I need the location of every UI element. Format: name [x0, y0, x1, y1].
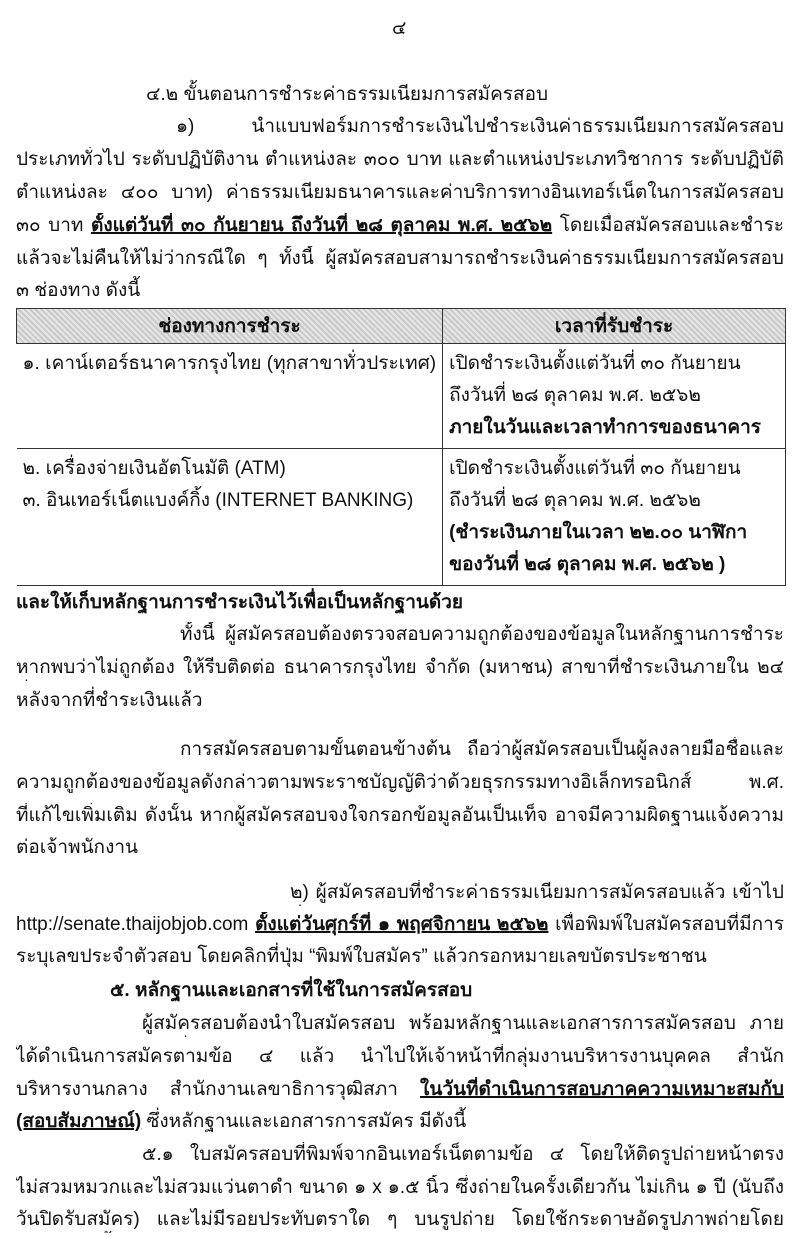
section-5-heading: ๕. หลักฐานและเอกสารที่ใช้ในการสมัครสอบ [110, 980, 473, 1001]
paragraph-line: ๒) ผู้สมัครสอบที่ชำระค่าธรรมเนียมการสมัครสอบแล้ว เข้าไป [290, 882, 784, 903]
channel-cell [17, 344, 443, 449]
submission-date: ในวันที่ดำเนินการสอบภาคความเหมาะสมกับ [420, 1079, 784, 1100]
time-text: ถึงวันที่ ๒๘ ตุลาคม พ.ศ. ๒๕๖๒ [449, 385, 701, 406]
paragraph-line: ประเภททั่วไป ระดับปฏิบัติงาน ตำแหน่งละ ๓๐๐ บาท และตำแหน่งประเภทวิชาการ ระดับปฏิบัติ [16, 149, 784, 170]
paragraph-line [16, 912, 784, 938]
paragraph-line: ทั้งนี้ ผู้สมัครสอบต้องตรวจสอบความถูกต้องของข้อมูลในหลักฐานการชำระ [180, 624, 784, 645]
paragraph-line [16, 213, 784, 239]
time-text: เปิดชำระเงินตั้งแต่วันที่ ๓๐ กันยายน [449, 353, 741, 374]
interview-note: (สอบสัมภาษณ์) [16, 1111, 142, 1132]
channel-cell [17, 449, 443, 586]
time-note: ของวันที่ ๒๘ ตุลาคม พ.ศ. ๒๕๖๒ ) [449, 554, 726, 575]
table-row [17, 344, 786, 449]
channel: ๓. อินเทอร์เน็ตแบงค์กิ้ง (INTERNET BANKING) [22, 490, 414, 511]
channel: ๒. เครื่องจ่ายเงินอัตโนมัติ (ATM) [22, 458, 286, 479]
paragraph-line: ๓ ช่องทาง ดังนี้ [16, 280, 141, 301]
paragraph-line: ๕.๑ ใบสมัครสอบที่พิมพ์จากอินเทอร์เน็ตตามข้อ ๔ โดยให้ติดรูปถ่ายหน้าตรง [142, 1144, 784, 1165]
text: บริหารงานกลาง สำนักงานเลขาธิการวุฒิสภา [16, 1079, 421, 1100]
paragraph-line: หลังจากที่ชำระเงินแล้ว [16, 690, 203, 711]
payment-channels-table [16, 308, 786, 586]
channel: ๑. เคาน์เตอร์ธนาคารกรุงไทย (ทุกสาขาทั่วประเทศ) [22, 353, 437, 374]
time-note: (ชำระเงินภายในเวลา ๒๒.๐๐ นาฬิกา [449, 522, 748, 543]
paragraph-line [16, 1077, 784, 1103]
paragraph-line: ความถูกต้องของข้อมูลดังกล่าวตามพระราชบัญญัติว่าด้วยธุรกรรมทางอิเล็กทรอนิกส์ พ.ศ. [16, 772, 784, 793]
time-cell [443, 344, 786, 449]
paragraph-line [16, 1109, 466, 1135]
paragraph-line: แล้วจะไม่คืนให้ไม่ว่ากรณีใด ๆ ทั้งนี้ ผู้สมัครสอบสามารถชำระเงินค่าธรรมเนียมการสมัครสอบ [16, 248, 784, 269]
time-note: ภายในวันและเวลาทำการของธนาคาร [449, 417, 761, 438]
text: เพื่อพิมพ์ใบสมัครสอบที่มีการ [548, 914, 784, 935]
table-row [17, 449, 786, 586]
paragraph-line: ระบุเลขประจำตัวสอบ โดยคลิกที่ปุ่ม “พิมพ์ใบสมัคร” แล้วกรอกหมายเลขบัตรประชาชน [16, 946, 707, 967]
keep-proof-note: และให้เก็บหลักฐานการชำระเงินไว้เพื่อเป็นหลักฐานด้วย [16, 592, 464, 613]
text: โดยเมื่อสมัครสอบและชำระ [559, 215, 784, 236]
time-text: ถึงวันที่ ๒๘ ตุลาคม พ.ศ. ๒๕๖๒ [449, 490, 701, 511]
paragraph-line: ๑) นำแบบฟอร์มการชำระเงินไปชำระเงินค่าธรรมเนียมการสมัครสอบ [176, 116, 784, 137]
website-link[interactable]: http://senate.thaijobjob.com [16, 914, 249, 935]
paragraph-line: ที่แก้ไขเพิ่มเติม ดังนั้น หากผู้สมัครสอบจงใจกรอกข้อมูลอันเป็นเท็จ อาจมีความผิดฐานแจ้งความ [16, 805, 784, 826]
text: ซึ่งหลักฐานและเอกสารการสมัคร มีดังนี้ [141, 1111, 467, 1132]
time-text: เปิดชำระเงินตั้งแต่วันที่ ๓๐ กันยายน [449, 458, 741, 479]
time-cell [443, 449, 786, 586]
paragraph-line: การสมัครสอบตามขั้นตอนข้างต้น ถือว่าผู้สมัครสอบเป็นผู้ลงลายมือชื่อและ [180, 739, 784, 760]
paragraph-line: ได้ดำเนินการสมัครตามข้อ ๔ แล้ว นำไปให้เจ้าหน้าที่กลุ่มงานบริหารงานบุคคล สำนัก [16, 1046, 784, 1067]
print-start-date: ตั้งแต่วันศุกร์ที่ ๑ พฤศจิกายน ๒๕๖๒ [255, 914, 549, 935]
paragraph-line: วันปิดรับสมัคร) และไม่มีรอยประทับตราใด ๆ บนรูปถ่าย โดยใช้กระดาษอัดรูปภาพถ่ายโดย [16, 1209, 784, 1230]
column-header-time: เวลาที่รับชำระ [443, 309, 786, 344]
paragraph-line: หากพบว่าไม่ถูกต้อง ให้รีบติดต่อ ธนาคารกรุงไทย จำกัด (มหาชน) สาขาที่ชำระเงินภายใน ๒๔ [16, 657, 784, 678]
payment-period: ตั้งแต่วันที่ ๓๐ กันยายน ถึงวันที่ ๒๘ ตุลาคม พ.ศ. ๒๕๖๒ [91, 215, 553, 236]
page-number: ๔ [392, 18, 407, 39]
paragraph-line: ต่อเจ้าพนักงาน [16, 837, 138, 858]
fee-amount: ๓๐ บาท [16, 215, 92, 236]
column-header-channel: ช่องทางการชำระ [17, 309, 443, 344]
paragraph-line: ไม่สวมหมวกและไม่สวมแว่นตาดำ ขนาด ๑ x ๑.๕ นิ้ว ซึ่งถ่ายในครั้งเดียวกัน ไม่เกิน ๑ ปี (นับถึง [16, 1177, 784, 1198]
paragraph-line: ผู้สมัครสอบต้องนำใบสมัครสอบ พร้อมหลักฐานและเอกสารการสมัครสอบ ภาย [142, 1013, 784, 1034]
paragraph-line: ตำแหน่งละ ๔๐๐ บาท) ค่าธรรมเนียมธนาคารและค่าบริการทางอินเทอร์เน็ตในการสมัครสอบ [16, 182, 784, 203]
section-4-2-heading: ๔.๒ ขั้นตอนการชำระค่าธรรมเนียมการสมัครสอบ [146, 84, 549, 105]
